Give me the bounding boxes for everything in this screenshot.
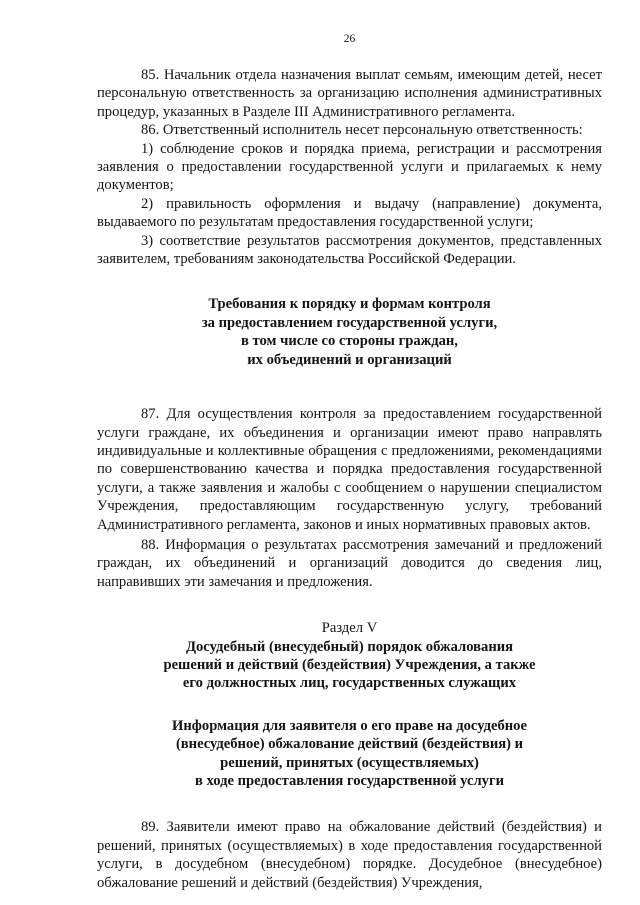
heading-line: их объединений и организаций — [247, 351, 452, 368]
heading-line: решений, принятых (осуществляемых) — [220, 754, 479, 771]
document-body — [97, 66, 602, 892]
heading-appeal-procedure — [97, 638, 602, 693]
heading-applicant-info — [97, 717, 602, 791]
heading-line: Требования к порядку и формам контроля — [208, 296, 491, 313]
heading-line: в ходе предоставления государственной услуги — [194, 773, 505, 789]
paragraph-89: 89. Заявители имеют право на обжалование действий (бездействия) и решений, принятых (осуществляемых) в ходе предоставления государственной услуги, в досудебном (внесудебном) порядке. Досудебное (внесудебное) обжалование решений и действий (бездействия) Учреждения, — [97, 819, 602, 891]
heading-line: Информация для заявителя о его праве на досудебное — [172, 717, 527, 734]
paragraph-85: 85. Начальник отдела назначения выплат семьям, имеющим детей, несет персональную ответственность за организацию исполнения административных процедур, указанных в Разделе III Административного регламента. — [97, 67, 602, 120]
heading-line: решений и действий (бездействия) Учреждения, а также — [163, 656, 536, 673]
heading-line: Досудебный (внесудебный) порядок обжалования — [185, 638, 514, 655]
paragraph-88: 88. Информация о результатах рассмотрения замечаний и предложений граждан, их объединений и организаций доводится до сведения лиц, направивших эти замечания и предложения. — [97, 536, 602, 590]
heading-line: его должностных лиц, государственных служащих — [182, 675, 517, 692]
section-label: Раздел V — [321, 620, 378, 637]
paragraph-86-item-2: 2) правильность оформления и выдачу (направление) документа, выдаваемого по результатам предоставления государственной услуги; — [97, 195, 602, 231]
heading-line: (внесудебное) обжалование действий (бездействия) и — [175, 736, 524, 753]
paragraph-86-item-1: 1) соблюдение сроков и порядка приема, регистрации и рассмотрения заявления о предоставлении государственной услуги и прилагаемых к нему документов; — [97, 140, 602, 194]
paragraph-86: 86. Ответственный исполнитель несет персональную ответственность: — [141, 122, 583, 139]
page-number: 26 — [343, 33, 356, 45]
paragraph-87: 87. Для осуществления контроля за предоставлением государственной услуги граждане, их объединения и организации имеют право направлять индивидуальные и коллективные обращения с предложениями, рекомендациями по совершенствованию качества и порядка предоставления государственной услуги, а также заявления и жалобы с сообщением о нарушении специалистом Учреждения, предоставляющим государственную услугу, требований Административного регламента, законов и иных нормативных правовых актов. — [97, 406, 602, 533]
paragraph-86-item-3: 3) соответствие результатов рассмотрения документов, представленных заявителем, требованиям законодательства Российской Федерации. — [97, 232, 602, 268]
heading-control-requirements — [97, 295, 602, 369]
heading-line: в том числе со стороны граждан, — [241, 333, 458, 350]
heading-line: за предоставлением государственной услуги, — [201, 314, 498, 331]
